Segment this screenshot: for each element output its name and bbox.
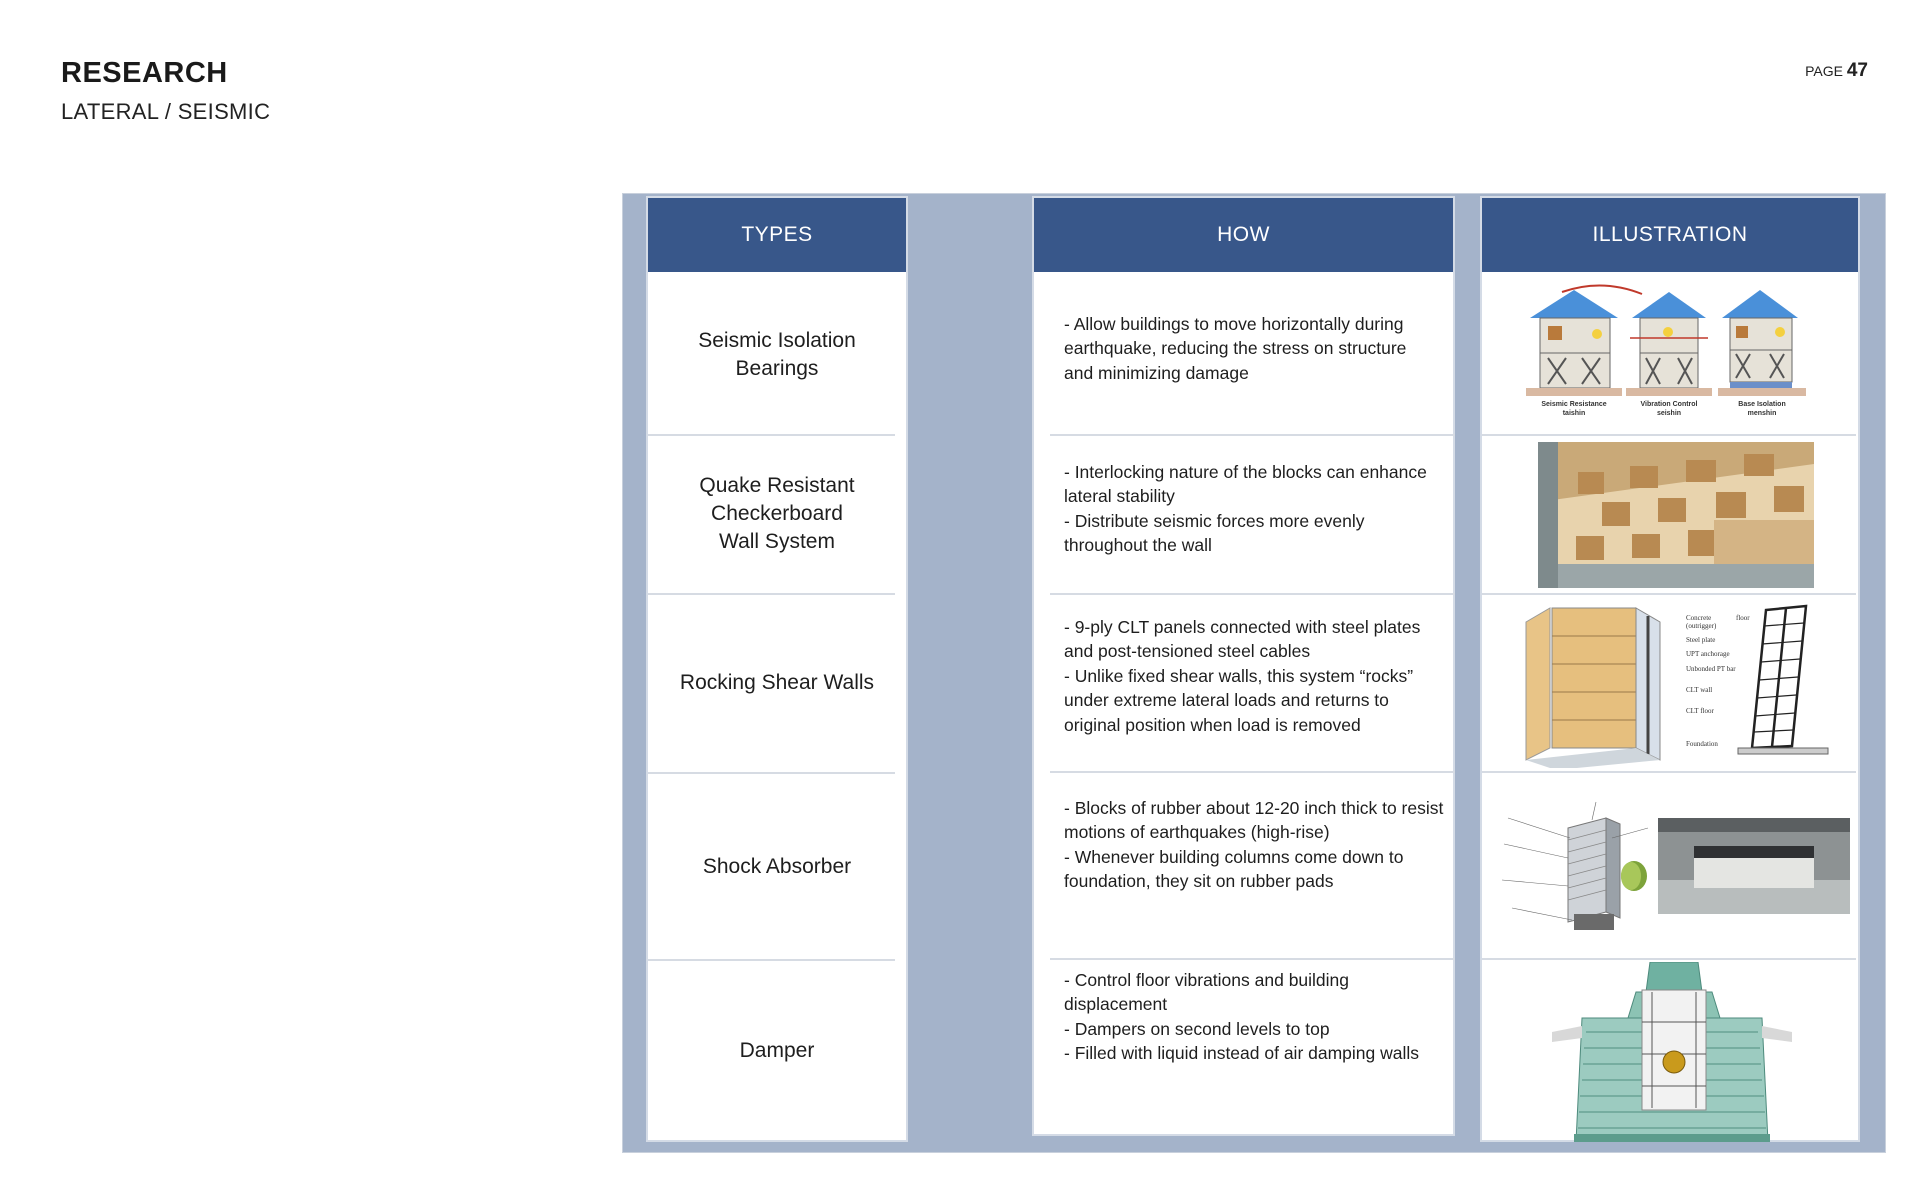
row-divider (1482, 434, 1856, 436)
row-divider (1050, 434, 1455, 436)
how-cell (1034, 796, 1453, 956)
caption-seishin: seishin (1656, 410, 1682, 417)
type-cell (648, 774, 906, 959)
label-upt-anchorage: UPT anchorage (1686, 650, 1730, 658)
seismic-isolation-illustration (1522, 280, 1822, 422)
type-label: Quake Resistant Checkerboard Wall System (699, 474, 855, 553)
row-divider (1482, 771, 1856, 773)
page-number-value: 47 (1846, 60, 1868, 81)
how-text: - Interlocking nature of the blocks can enhance lateral stability - Distribute seismic forces more evenly throughout the wall (1064, 462, 1427, 556)
label-outrigger: (outrigger) (1686, 622, 1717, 630)
page-number (1805, 60, 1868, 82)
how-header: HOW (1034, 198, 1453, 272)
type-label: Rocking Shear Walls (679, 671, 875, 694)
type-label: Shock Absorber (702, 854, 852, 878)
page-title: RESEARCH (61, 57, 228, 89)
label-concrete: Concrete (1686, 614, 1712, 622)
caption-base-isolation: Base Isolation (1738, 401, 1786, 408)
label-steel-plate: Steel plate (1686, 636, 1716, 644)
caption-seismic-resistance: Seismic Resistance (1541, 401, 1607, 408)
rocking-shear-wall-diagram (1516, 598, 1834, 768)
illustration-header: ILLUSTRATION (1482, 198, 1858, 272)
research-table (622, 193, 1886, 1153)
type-label: Damper (739, 1039, 815, 1062)
page-subtitle: LATERAL / SEISMIC (61, 99, 271, 124)
how-text: - Blocks of rubber about 12-20 inch thick to resist motions of earthquakes (high-rise) - Whenever building columns come down to foundation, they sit on rubber pads (1064, 798, 1444, 892)
how-text: - Allow buildings to move horizontally during earthquake, reducing the stress on structure and minimizing damage (1064, 314, 1407, 383)
caption-menshin: menshin (1747, 410, 1777, 417)
row-divider (1050, 771, 1455, 773)
row-divider (1482, 958, 1856, 960)
how-text: - 9-ply CLT panels connected with steel plates and post-tensioned steel cables - Unlike fixed shear walls, this system “rocks” under extreme lateral loads and returns to original position when load is removed (1064, 617, 1421, 735)
types-column (646, 196, 908, 1142)
type-cell (648, 278, 906, 432)
illustration-column (1480, 196, 1860, 1142)
shock-absorber-illustration (1488, 788, 1858, 938)
row-divider (1050, 593, 1455, 595)
page-label: PAGE (1805, 63, 1843, 79)
how-cell (1034, 615, 1453, 770)
how-cell (1034, 312, 1453, 432)
how-column (1032, 196, 1455, 1136)
caption-vibration-control: Vibration Control (1640, 401, 1698, 408)
types-header: TYPES (648, 198, 906, 272)
checkerboard-wall-photo (1538, 442, 1814, 588)
label-clt-wall: CLT wall (1686, 686, 1713, 694)
label-foundation: Foundation (1686, 740, 1718, 748)
row-divider (1482, 593, 1856, 595)
row-divider (1050, 958, 1455, 960)
damper-tower-illustration (1552, 962, 1792, 1142)
caption-taishin: taishin (1562, 410, 1586, 417)
label-floor: floor (1736, 614, 1750, 622)
type-cell (648, 961, 906, 1141)
how-cell (1034, 460, 1453, 590)
label-clt-floor: CLT floor (1686, 707, 1714, 715)
type-cell (648, 595, 906, 771)
label-unbonded-pt-bar: Unbonded PT bar (1686, 665, 1736, 673)
type-cell (648, 436, 906, 592)
how-cell (1034, 968, 1453, 1128)
type-label: Seismic Isolation Bearings (698, 329, 856, 380)
how-text: - Control floor vibrations and building displacement - Dampers on second levels to top - Filled with liquid instead of air damping walls (1064, 970, 1420, 1064)
